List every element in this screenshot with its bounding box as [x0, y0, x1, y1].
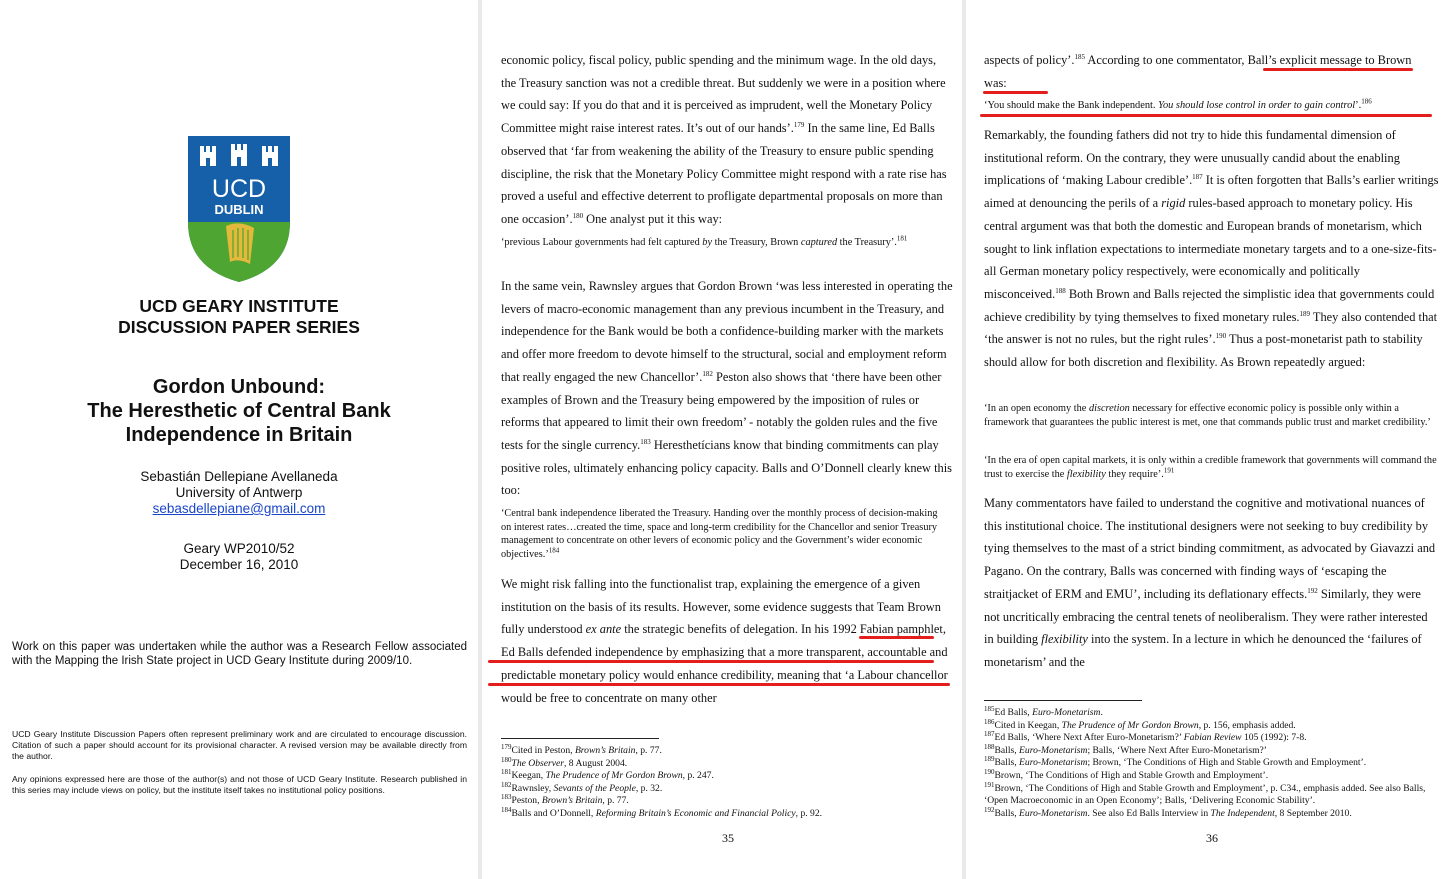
discussion-paper-disclaimer: UCD Geary Institute Discussion Papers often represent preliminary work and are circulated to encourage discussion. Citation of such a paper should account for its provisional character. A revised version may be available directly from the author. [12, 729, 467, 761]
page36-paragraph-2: Remarkably, the founding fathers did not try to hide this fundamental dimension of institutional reform. On the contrary, they were unusually candid about the enabling implications of ‘making Labour credible’.$^{187}$ It is often forgotten that Balls’s earlier writings aimed at denouncing the perils of a rigid rules-based approach to monetary policy. His central argument was that both the domestic and European brands of monetarism, which sought to link inflation expectations to intermediate monetary targets and to a one-size-fits-all German monetary policy respectively, were economically and politically misconceived.$^{188}$ Both Brown and Balls rejected the simplistic idea that governments could achieve credibility by tying themselves to fixed monetary rules.$^{189}$ They also contended that ‘the answer is not no rules, but the right rules’.$^{190}$ Thus a post-monetarist path to stability should allow for both discretion and flexibility. As Brown repeatedly argued: [984, 128, 1439, 370]
red-underline [488, 660, 934, 663]
footnote: $^{179}$Cited in Peston, Brown’s Britain, p. 77. [501, 742, 662, 756]
series-heading [0, 296, 478, 338]
title-line-1: Gordon Unbound: [152, 376, 326, 398]
page35-paragraph-3: We might risk falling into the functionalist trap, explaining the emergence of a given institution on the basis of its results. However, some evidence suggests that Team Brown fully understood ex ante the strategic benefits of delegation. In his 1992 Fabian pamphlet, Ed Balls defended independence by emphasizing that a more transparent, accountable and predictable monetary policy would enhance credibility, meaning that ‘a Labour chancellor would be free to concentrate on many other [501, 577, 948, 705]
ucd-logo [186, 130, 292, 284]
footnote: $^{188}$Balls, Euro-Monetarism; Balls, ‘Where Next After Euro-Monetarism?’ [984, 742, 1267, 756]
page35-footnotes [501, 742, 951, 821]
footnote-rule [984, 700, 1142, 701]
red-underline [1263, 68, 1413, 71]
page36-quote-3: ‘In the era of open capital markets, it is only within a credible framework that governments will command the trust to exercise the flexibility they require’.$^{191}$ [984, 455, 1437, 480]
page-36 [966, 0, 1456, 879]
opinions-disclaimer: Any opinions expressed here are those of the author(s) and not those of UCD Geary Institute. Research published in this series may include views on policy, but the institute itself takes no institutional policy positions. [12, 774, 467, 795]
page35-paragraph-2: In the same vein, Rawnsley argues that Gordon Brown ‘was less interested in operating the levers of macro-economic management than any previous incumbent in the Treasury, and independence for the Bank would be both a confidence-building marker with the markets and offer more freedom to devote himself to the structural, social and employment reform that really engaged the new Chancellor’.$^{182}$ Peston also shows that ‘there have been other examples of Brown and the Treasury being empowered by the imposition of rules or reforms that appeared to limit their own freedom’ - notably the golden rules and the five tests for the single currency.$^{183}$ Heresthetícians know that binding commitments can play positive roles, ultimately enhancing policy capacity. Balls and O’Donnell clearly knew this too: [501, 279, 953, 498]
page36-quote-2: ‘In an open economy the discretion necessary for effective economic policy is possible only within a framework that guarantees the public interest is met, one that commands public trust and market credibility.’ [984, 403, 1431, 428]
page36-footnotes [984, 704, 1446, 820]
footnote: $^{186}$Cited in Keegan, The Prudence of Mr Gordon Brown, p. 156, emphasis added. [984, 717, 1296, 731]
paper-date: December 16, 2010 [179, 557, 299, 572]
working-paper-info [0, 541, 478, 573]
series-line-2: DISCUSSION PAPER SERIES [118, 317, 360, 337]
cover-page [0, 0, 478, 879]
harp-icon [226, 223, 254, 264]
footnote: $^{189}$Balls, Euro-Monetarism; Brown, ‘The Conditions of High and Stable Growth and Employment’. [984, 755, 1367, 769]
red-underline [980, 114, 1432, 117]
footnote: $^{180}$The Observer, 8 August 2004. [501, 755, 628, 769]
author-affiliation: University of Antwerp [175, 485, 303, 500]
logo-text-ucd: UCD [211, 175, 267, 203]
author-block [0, 469, 478, 517]
footnote: $^{190}$Brown, ‘The Conditions of High and Stable Growth and Employment’. [984, 767, 1269, 781]
footnote: $^{187}$Ed Balls, ‘Where Next After Euro-Monetarism?’ Fabian Review 105 (1992): 7-8. [984, 730, 1307, 744]
page35-paragraph-1: economic policy, fiscal policy, public spending and the minimum wage. In the old days, the Treasury sanction was not a credible threat. But suddenly we were in a position where we could say: If you do that and it is perceived as imprudent, well the Monetary Policy Committee might raise interest rates. It’s out of our hands’.$^{179}$ In the same line, Ed Balls observed that ‘far from weakening the ability of the Treasury to ensure public spending discipline, the risk that the Monetary Policy Committee might respond with a rate rise has proved a useful and effective deterrent to profligate departmental proposals on more than one occasion’.$^{180}$ One analyst put it this way: [501, 53, 947, 226]
author-name: Sebastián Dellepiane Avellaneda [140, 469, 338, 484]
page35-quote-2: ‘Central bank independence liberated the Treasury. Handing over the monthly process of decision-making on interest rates…created the time, space and long-term credibility for the Chancellor and senior Treasury management to concentrate on other levers of economic policy and the Government’s wider economic objectives.’$^{184}$ [501, 508, 938, 560]
working-paper-number: Geary WP2010/52 [183, 541, 295, 556]
series-line-1: UCD GEARY INSTITUTE [139, 296, 339, 316]
footnote: $^{191}$Brown, ‘The Conditions of High and Stable Growth and Employment’, p. C34., emphasis added. See also Balls, ‘Open Macroeconomic in an Open Economy’; Balls, ‘Delivering Economic Stability’. [984, 780, 1426, 807]
page-35 [482, 0, 962, 879]
red-underline [983, 91, 1048, 94]
page36-paragraph-3: Many commentators have failed to understand the cognitive and motivational nuances of this institutional choice. The institutional designers were not seeking to buy credibility by tying themselves to the mast of a strict binding commitment, as advocated by Giavazzi and Pagano. On the contrary, Balls was concerned with finding ways of ‘escaping the straitjacket of ERM and EMU’, including its deflationary effects.$^{192}$ Similarly, they were not uncritically embracing the central tenets of neoliberalism. They were rather interested in building flexibility into the system. In a lecture in which he denounced the ‘failures of monetarism’ and the [984, 496, 1436, 669]
footnote: $^{181}$Keegan, The Prudence of Mr Gordon Brown, p. 247. [501, 768, 714, 782]
page-number: 36 [1206, 831, 1218, 845]
footnote: $^{184}$Balls and O’Donnell, Reforming Britain’s Economic and Financial Policy, p. 92. [501, 805, 823, 819]
red-underline [859, 636, 934, 639]
red-underline [488, 683, 950, 686]
footnote: $^{192}$Balls, Euro-Monetarism. See also Ed Balls Interview in The Independent, 8 September 2010. [984, 805, 1352, 819]
footnote: $^{183}$Peston, Brown’s Britain, p. 77. [501, 793, 629, 807]
page36-quote-1: ‘You should make the Bank independent. You should lose control in order to gain control’.$^{186}$ [984, 97, 1372, 111]
footnote: $^{185}$Ed Balls, Euro-Monetarism. [984, 704, 1103, 718]
logo-text-dublin: DUBLIN [214, 202, 264, 217]
research-note: Work on this paper was undertaken while the author was a Research Fellow associated with the Mapping the Irish State project in UCD Geary Institute during 2009/10. [12, 641, 467, 667]
page-number: 35 [722, 831, 734, 845]
author-email-link[interactable]: sebasdellepiane@gmail.com [152, 501, 326, 516]
footnote-rule [501, 738, 659, 739]
title-line-3: Independence in Britain [125, 424, 353, 446]
footnote: $^{182}$Rawnsley, Sevants of the People, p. 32. [501, 780, 663, 794]
page36-paragraph-1: aspects of policy’.$^{185}$ According to one commentator, Ball’s explicit message to Brown was: [984, 52, 1412, 90]
paper-title [0, 375, 478, 447]
page35-quote-1: ‘previous Labour governments had felt captured by the Treasury, Brown captured the Treasury’.$^{181}$ [501, 234, 908, 248]
title-line-2: The Heresthetic of Central Bank [87, 400, 391, 422]
